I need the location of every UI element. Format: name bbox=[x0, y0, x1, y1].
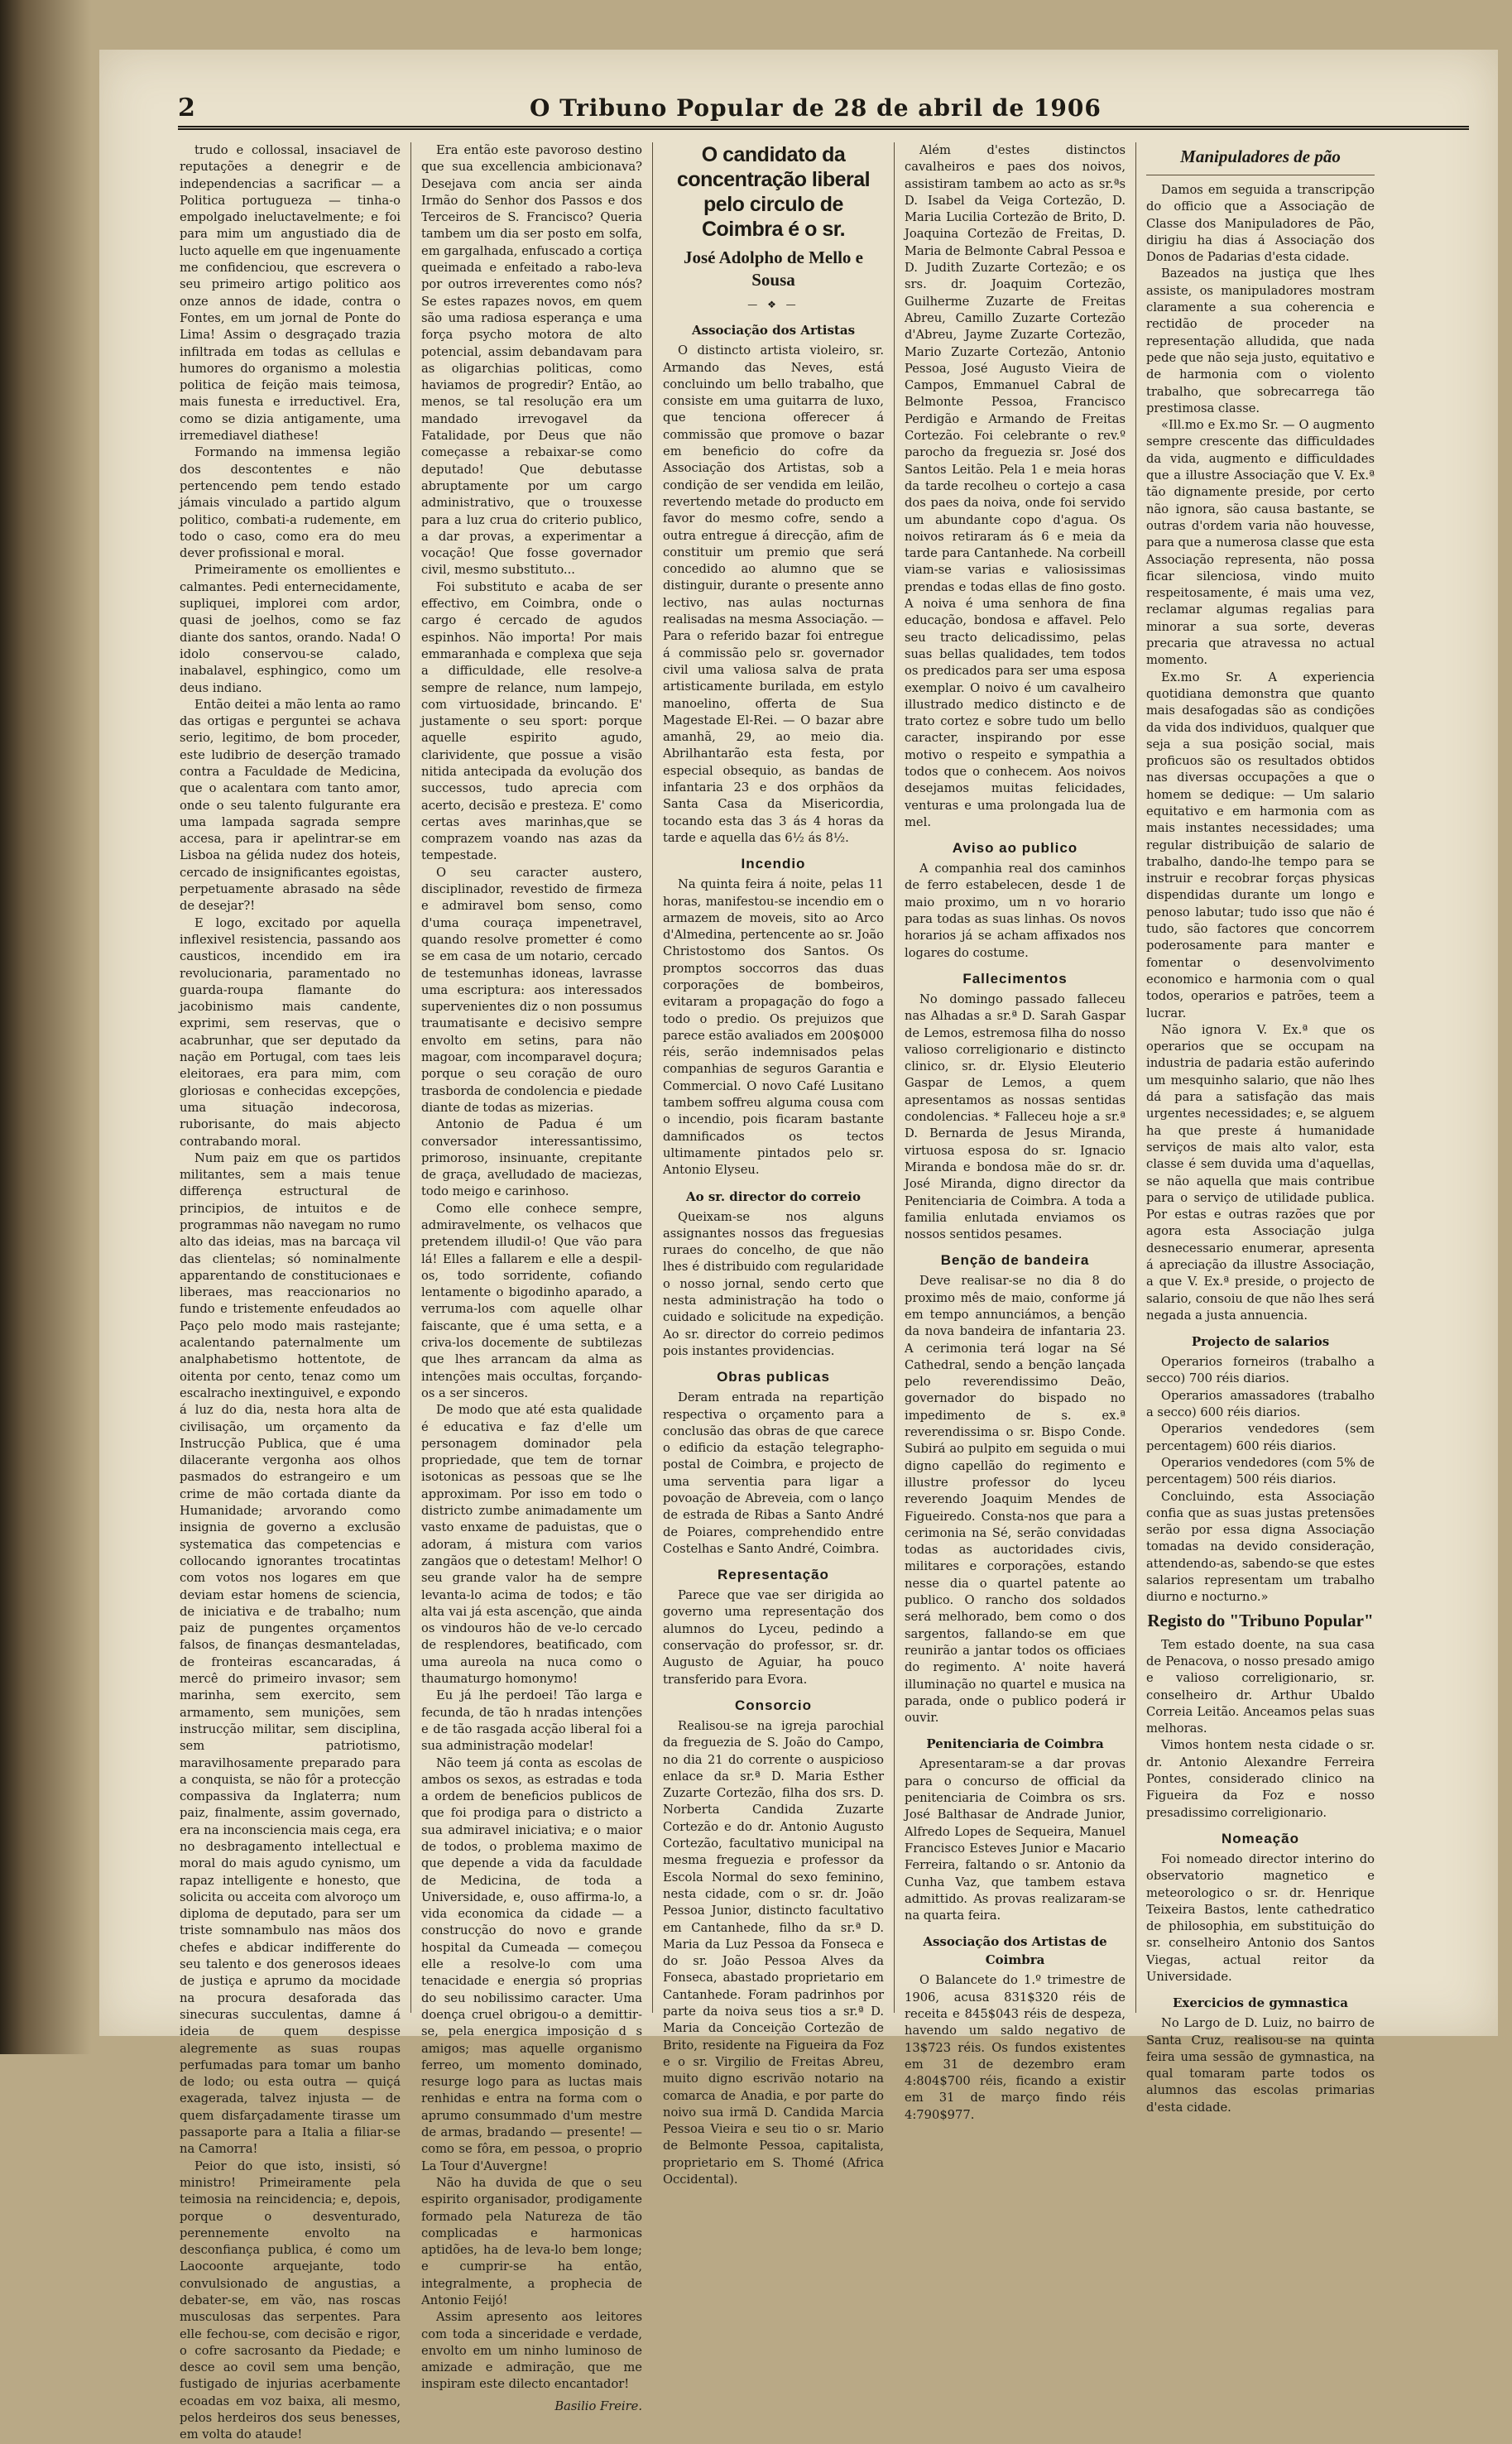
section-text: No domingo passado falleceu nas Alhadas a sr.ª D. Sarah Gaspar de Lemos, estremosa filha do nosso valioso correligionario e distincto clinico, sr. dr. Elysio Eleuterio Gaspar de Lemos, a quem apresentamos as nossas sentidas condolencias. * Falleceu hoje a sr.ª D. Bernarda de Jesus Miranda, virtuosa esposa do sr. Ignacio Miranda e bondosa mãe do sr. dr. José Miranda, digno director da Penitenciaria de Coimbra. A toda a familia enlutada enviamos os nossos sentidos pesames. bbox=[905, 992, 1126, 1242]
column-1 bbox=[170, 142, 411, 2442]
paragraph: Então deitei a mão lenta ao ramo das ortigas e perguntei se achava serio, legitimo, de bom proceder, este ludibrio de deserção tramado contra a Faculdade de Medicina, que o acalentara com tanto amor, onde o seu talento fulgurante era uma lampada sagrada sempre accesa, para ir apelintrar-se em Lisboa na gélida nudez dos hoteis, cercado de insignificantes egoistas, perpetuamente abrasado na sêde de desejar?! bbox=[180, 697, 401, 914]
paragraph: Antonio de Padua é um conversador interessantissimo, primoroso, insinuante, crepitante de graça, avelludado de maciezas, todo meigo e carinhoso. bbox=[421, 1117, 642, 1199]
section-title: Fallecimentos bbox=[962, 970, 1068, 987]
section-text: A companhia real dos caminhos de ferro estabelecen, desde 1 de maio proximo, um n vo horario para todas as suas linhas. Os novos horarios já se acham affixados nos logares do costume. bbox=[905, 862, 1126, 960]
paragraph: Ex.mo Sr. A experiencia quotidiana demonstra que quanto mais desafogadas são as condições da vida dos individuos, qualquer que seja a sua posição social, mais proficuos são os resultados obtidos nas diversas occupações a que o homem se dedique: — Um salario equitativo e em harmonia com as mais instantes necessidades; uma regular distribuição de salario de trabalho, dando-lhe tempo para se instruir e recobrar forças physicas dispendidas durante um longo e penoso labutar; tudo isso que não é tudo, são factores que concorrem poderosamente para manter e fomentar o desenvolvimento economico e harmonia com o qual todos, operarios e patrões, teem a lucrar. bbox=[1146, 670, 1375, 1020]
section-title: Nomeação bbox=[1222, 1830, 1299, 1846]
section-text: Realisou-se na igreja parochial da freguezia de S. João do Campo, no dia 21 do corrente o auspicioso enlace da sr.ª D. Maria Esther Zuzarte Cortezão, filha dos srs. D. Norberta Candida Zuzarte Cortezão e do dr. Antonio Augusto Cortezão, facultativo municipal na mesma freguezia e professor da Escola Normal do sexo feminino, nesta cidade, com o sr. dr. João Pessoa Junior, distincto facultativo em Cantanhede, filho da sr.ª D. Maria da Luz Pessoa da Fonseca e do sr. João Pessoa Alves da Fonseca, abastado proprietario em Cantanhede. Foram padrinhos por parte da noiva seus tios a sr.ª D. Maria da Conceição Cortezão de Brito, residente na Figueira da Foz e o sr. Virgilio de Freitas Abreu, muito digno escrivão notario na comarca de Anadia, e por parte do noivo sua irmã D. Candida Marcia Pessoa Vieira e seu tio o sr. Mario de Belmonte Pessoa, capitalista, proprietario em S. Thomé (Africa Occidental). bbox=[663, 1718, 884, 2187]
paragraph: «Ill.mo e Ex.mo Sr. — O augmento sempre crescente das difficuldades da vida, augmento e difficuldades que a illustre Associação que V. Ex.ª tão dignamente preside, por certo não ignora, são causa bastante, se outras d'ordem varia não houvesse, para que a numerosa classe que esta Associação representa, não possa ficar silenciosa, vindo muito respeitosamente, é mais uma vez, reclamar algumas regalias para minorar a sua sorte, deveras precaria que atravessa no actual momento. bbox=[1146, 418, 1375, 668]
paragraph: Vimos hontem nesta cidade o sr. dr. Antonio Alexandre Ferreira Pontes, considerado clinico na Figueira da Foz e nosso presadissimo correligionario. bbox=[1146, 1738, 1375, 1820]
section-title: Manipuladores de pão bbox=[1180, 146, 1341, 166]
paragraph: Bazeados na justiça que lhes assiste, os manipuladores mostram claramente a sua coherencia e rectidão de proceder na representação alludida, que nada pede que não seja justo, equitativo e de harmonia com o violento trabalho, que sobrecarrega tão prestimosa classe. bbox=[1146, 266, 1375, 415]
section-title: Benção de bandeira bbox=[940, 1252, 1090, 1269]
section-text: Queixam-se nos alguns assignantes nossos das freguesias ruraes do concelho, de que não lhes é distribuido com regularidade o nosso jornal, sendo certo que nesta administração ha todo o cuidado e solicitude na expedição. Ao sr. director do correio pedimos pois instantes providencias. bbox=[663, 1209, 884, 1358]
binding-gutter bbox=[0, 0, 99, 2054]
paragraph: O seu caracter austero, disciplinador, revestido de firmeza e admiravel bom senso, como d'uma couraça impenetravel, quando resolve prometter é como se em casa de um notario, cercado de testemunhas idoneas, lavrasse uma escriptura: aos interessados supervenientes diz o non possumus traumatisante e decisivo sempre envolto em setins, para não magoar, com incomparavel doçura; porque o seu coração de ouro trasborda de condolencia e piedade diante de todas as mizerias. bbox=[421, 865, 642, 1115]
section-title: Aviso ao publico bbox=[952, 840, 1078, 857]
paragraph: Concluindo, esta Associação confia que as suas justas pretensões serão por essa digna Associação tomadas na devido consideração, attendendo-as, sabendo-se que estes salarios representam um trabalho diurno e nocturno.» bbox=[1146, 1489, 1375, 1605]
paragraph: Era então este pavoroso destino que sua excellencia ambicionava? Desejava com ancia ser ainda Irmão do Senhor dos Passos e dos Terceiros de S. Francisco? Queria tambem um dia ser posto em solfa, em gargalhada, enfuscado a cortiça queimada e enfeitado a rabo-leva por outros irreverentes como nós? Se estes rapazes novos, em quem são uma radiosa esperança e uma força psycho motora de alto potencial, assim debandavam para as oligarchias politicas, como haviamos de progredir? Então, ao menos, se tal resolução era um mandado irrevogavel da Fatalidade, por Deus que não começasse a rebaixar-se como deputado! Que debutasse abruptamente por um cargo administrativo, que o trouxesse para a luz crua do criterio publico, a dar provas, a experimentar a vocação! Que fosse governador civil, mesmo substituto... bbox=[421, 143, 642, 578]
section-title: Associação dos Artistas de Coimbra bbox=[923, 1934, 1107, 1968]
paragraph: Foi nomeado director interino do observatorio magnetico e meteorologico o sr. dr. Henrique Teixeira Bastos, lente cathedratico de philosophia, em substituição do sr. conselheiro Antonio dos Santos Viegas, actual reitor da Universidade. bbox=[1146, 1851, 1375, 1984]
section-text: Parece que vae ser dirigida ao governo uma representação dos alumnos do Lyceu, pedindo a conservação do professor, sr. dr. Augusto de Aguiar, ha pouco transferido para Evora. bbox=[663, 1588, 884, 1687]
paragraph: Damos em seguida a transcripção do officio que a Associação de Classe dos Manipuladores de Pão, dirigiu ha dias á Associação dos Donos de Padarias d'esta cidade. bbox=[1146, 183, 1375, 265]
paragraph: Assim apresento aos leitores com toda a sinceridade e verdade, envolto em um ninho luminoso de amizade e admiração, que me inspiram este dilecto encantador! bbox=[421, 2310, 642, 2392]
paragraph: De modo que até esta qualidade é educativa e faz d'elle um personagem dominador pela propriedade, que tem de tornar isotonicas as pessoas que se lhe approximam. Por isso em todo o districto zumbe animadamente um vasto enxame de paduistas, que o adoram, á mistura com varios zangãos que o detestam! Melhor! O seu grande valor ha de sempre levanta-lo acima de todos; e tão alta vai já esta ascenção, que ainda os vindouros hão de ve-lo cercado de resplendores, beatificado, com uma aureola na nuca como o thaumaturgo homonymo! bbox=[421, 1403, 642, 1687]
page-header bbox=[178, 89, 1469, 130]
section-title: Ao sr. director do correio bbox=[685, 1188, 861, 1204]
section-text: O distincto artista violeiro, sr. Armando das Neves, está concluindo um bello trabalho, que consiste em uma guitarra de luxo, que tenciona offerecer á commissão que promove o bazar em beneficio do cofre da Associação dos Artistas, sob a condição de ser vendida em leilão, revertendo metade do producto em favor do mesmo cofre, sendo a outra entregue á direcção, afim de constituir um premio que será concedido ao alumno que se distinguir, durante o presente anno lectivo, nas aulas nocturnas realisadas na mesma Associação. — Para o referido bazar foi entregue á commissão pelo sr. governador civil uma valiosa salva de prata artisticamente burilada, em estylo manoelino, offerta de Sua Magestade El-Rei. — O bazar abre amanhã, 29, ao meio dia. Abrilhantarão esta festa, por especial obsequio, as bandas de infantaria 23 e dos orphãos da Santa Casa da Misericordia, tocando esta das 3 ás 4 horas da tarde e aquella das 6½ ás 8½. bbox=[663, 343, 884, 845]
section-title: Associação dos Artistas bbox=[691, 323, 856, 339]
column-4 bbox=[895, 142, 1136, 2122]
salary-item: Operarios forneiros (trabalho a secco) 700 réis diarios. bbox=[1146, 1355, 1375, 1386]
paragraph: Tem estado doente, na sua casa de Penacova, o nosso presado amigo e valioso correligionario, sr. conselheiro dr. Arthur Ubaldo Correia Leitão. Anceamos pelas suas melhoras. bbox=[1146, 1637, 1375, 1736]
section-text: Na quinta feira á noite, pelas 11 horas, manifestou-se incendio em o armazem de moveis, sito ao Arco d'Almedina, pertencente ao sr. João Christostomo dos Santos. Os promptos soccorros das duas corporações de bombeiros, evitaram a propagação do fogo a todo o predio. Os prejuizos que parece estão avaliados em 200$000 réis, serão indemnisados pelas companhias de seguros Garantia e Commercial. O novo Café Lusitano tambem soffreu alguma cousa com o incendio, pois ficaram bastante damnificados os tectos ultimamente pintados pelo sr. Antonio Elyseu. bbox=[663, 877, 884, 1178]
column-5 bbox=[1136, 142, 1385, 2115]
columns bbox=[170, 142, 1473, 2442]
column-2 bbox=[411, 142, 653, 2413]
salary-item: Operarios amassadores (trabalho a secco) 600 réis diarios. bbox=[1146, 1388, 1375, 1420]
newspaper-page bbox=[99, 50, 1498, 2442]
section-text: Deram entrada na repartição respectiva o orçamento para a conclusão das obras de que carece o edificio da estação telegrapho-postal de Coimbra, e projecto de uma serventia para ligar a povoação de Abreveia, com o lanço de estrada de Ribas a Santo André de Poiares, comprehendido entre Costelhas e Santo André, Coimbra. bbox=[663, 1390, 884, 1556]
paragraph: trudo e collossal, insaciavel de reputações a denegrir e de independencias a sacrificar — a Politica portugueza — tinha-o empolgado ineluctavelmente; e foi para mim um angustiado dia de lucto aquelle em que ingenuamente me confidenciou, que escrevera o seu primeiro artigo politico aos onze annos de idade, contra o Fontes, em um jornal de Ponte do Lima! Assim o desgraçado trazia infiltrada em todas as cellulas e humores do organismo a molestia politica de feição mais teimosa, mais funesta e irreductivel. Era, como se dizia antigamente, uma irremediavel diathese! bbox=[180, 143, 401, 444]
salary-item: Operarios vendedores (sem percentagem) 600 réis diarios. bbox=[1146, 1422, 1375, 1453]
headline-name: José Adolpho de Mello e Sousa bbox=[683, 247, 863, 290]
headline: O candidato da concentração liberal pelo circulo de Coimbra é o sr. bbox=[676, 143, 871, 241]
section-title: Obras publicas bbox=[717, 1369, 830, 1385]
signature: Basilio Freire. bbox=[554, 2398, 642, 2413]
column-3 bbox=[653, 142, 895, 2187]
section-title: Incendio bbox=[741, 856, 806, 872]
section-title: Consorcio bbox=[734, 1697, 813, 1713]
section-title: Penitenciaria de Coimbra bbox=[926, 1736, 1104, 1752]
section-text: Apresentaram-se a dar provas para o concurso de official da penitenciaria de Coimbra os srs. José Balthasar de Andrade Junior, Alfredo Lopes de Sequeira, Manuel Francisco Esteves Junior e Macario Ferreira, faltando o sr. Antonio da Cunha Vaz, que tambem estava admittido. As provas realizaram-se na quarta feira. bbox=[905, 1757, 1126, 1923]
paragraph: E logo, excitado por aquella inflexivel resistencia, passando aos causticos, incendido em ira revolucionaria, paramentado no guarda-roupa flamante do jacobinismo mais candente, exprimi, sem reservas, que o acabrunhar, que ser deputado da nação em Portugal, com taes leis eleitoraes, era para mim, com gloriosas e conhecidas excepções, uma situação indecorosa, ruborisante, do mais abjecto contrabando moral. bbox=[180, 915, 401, 1149]
paragraph: Primeiramente os emollientes e calmantes. Pedi enternecidamente, supliquei, implorei com ardor, quasi de joelhos, como se faz diante dos santos, orando. Nada! O idolo conservou-se calado, inabalavel, esphingico, como um deus indiano. bbox=[180, 563, 401, 695]
section-title: Registo do "Tribuno Popular" bbox=[1147, 1610, 1374, 1630]
paragraph: Foi substituto e acaba de ser effectivo, em Coimbra, onde o cargo é cercado de agudos espinhos. Não importa! Por mais emmaranhada e complexa que seja a difficuldade, elle resolve-a sempre de relance, num lampejo, com virtuosidade, brincando. E' justamente o seu sport: porque aquelle espirito agudo, clarividente, que possue a visão nitida antecipada da evolução dos successos, tudo aprecia com acerto, decisão e presteza. E' como certas aves marinhas,que se comprazem voando nas azas da tempestade. bbox=[421, 579, 642, 863]
paragraph: Formando na immensa legião dos descontentes e não pertencendo pem tendo estado jámais vinculado a partido algum politico, combati-a rudemente, em todo o caso, como era do meu dever profissional e moral. bbox=[180, 445, 401, 561]
salary-item: Operarios vendedores (com 5% de percentagem) 500 réis diarios. bbox=[1146, 1455, 1375, 1487]
paragraph: Não ignora V. Ex.ª que os operarios que se occupam na industria de padaria estão auferindo um mesquinho salario, que não lhes dá para a satisfação das mais urgentes necessidades; e, se alguem ha que preste á humanidade serviços de mais alto valor, esta classe é sem duvida uma d'aquellas, se não aquella que mais contribue para o serviço de utilidade publica. Por estas e outras razões que por agora esta Associação julga desnecessario enumerar, apresenta á apreciação da illustre Associação, a que V. Ex.ª preside, o projecto de salario, consoiu de que não lhes será negada a justa annuencia. bbox=[1146, 1022, 1375, 1323]
page-number: 2 bbox=[178, 93, 195, 122]
paragraph: Num paiz em que os partidos militantes, sem a mais tenue differença estructural de principios, de intuitos e de programmas não navegam no rumo alto das ideias, mas na barcaça vil das clientelas; só nominalmente apparentando de constitucionaes e liberaes, mas reaccionarios no fundo e tristemente enfeudados ao Paço pelo modo mais rastejante; acalentando paternalmente um analphabetismo hottentote, de oitenta por cento, tenaz como um escalracho inextinguivel, e expondo á luz do dia, nesta hora alta de civilisação, um orçamento da Instrucção Publica, que é uma dilacerante vergonha aos olhos pasmados do estrangeiro e um crime de mão cortada diante da Humanidade; arvorando como insignia de governo a exclusão systematica das competencias e collocando ignorantes trocatintas com votos nos logares em que deviam estar homens de sciencia, de iniciativa e de trabalho; num paiz de pungentes orçamentos falsos, de finanças desmanteladas, de fronteiras escancaradas, á mercê do primeiro invasor; sem marinha, sem exercito, sem armamento, sem munições, sem instrucção militar, sem disciplina, sem patriotismo, maravilhosamente preparado para a conquista, se não fôr a protecção compassiva da Inglaterra; num paiz, finalmente, assim governado, era na inconsciencia mais cega, era no desbragamento intellectual e moral do mais agudo cynismo, um rapaz intelligente e honesto, que solicita ou acceita com alvoroço um diploma de deputado, para ser um triste somnambulo nas mãos dos chefes e abdicar indifferente do seu talento e dos generosos ideaes de justiça e aprumo da mocidade na procura desaforada das sinecuras succulentas, damne á ideia de quem despisse alegremente as suas roupas perfumadas para tomar um banho de lodo; ou esta outra — quiçá exagerada, talvez injusta — de quem disfarçadamente tirasse um passaporte para a Italia a filiar-se na Camorra! bbox=[180, 1150, 401, 2157]
section-title: Representação bbox=[718, 1567, 829, 1583]
paragraph: Como elle conhece sempre, admiravelmente, os velhacos que pretendem illudil-o! Que vão para lá! Elles a fallarem e elle a despil-os, todo sorridente, cofiando lentamente o bigodinho aparado, a verruma-los com aquelle olhar faiscante, que é uma setta, e a criva-los docemente de subtilezas que lhes arrancam da alma as intenções mais occultas, forçando-os a ser sinceros. bbox=[421, 1201, 642, 1400]
section-text: O Balancete do 1.º trimestre de 1906, acusa 831$320 réis de receita e 845$043 réis de despeza, havendo um saldo negativo de 13$723 réis. Os fundos existentes em 31 de dezembro eram 4:804$700 réis, ficando a existir em 31 de março findo réis 4:790$977. bbox=[905, 1973, 1126, 2122]
paragraph: Não ha duvida de que o seu espirito organisador, prodigamente formado pela Natureza de tão complicadas e harmonicas aptidões, ha de leva-lo bem longe; e cumprir-se ha então, integralmente, a prophecia de Antonio Feijó! bbox=[421, 2175, 642, 2307]
ornament: — ❖ — bbox=[747, 299, 799, 310]
newspaper-title: O Tribuno Popular de 28 de abril de 1906 bbox=[530, 94, 1102, 122]
section-title: Projecto de salarios bbox=[1191, 1334, 1330, 1350]
paragraph: Além d'estes distinctos cavalheiros e paes dos noivos, assistiram tambem ao acto as sr.ªs D. Isabel da Veiga Cortezão, D. Maria Lucilia Cortezão de Brito, D. Joaquina Cortezão de Freitas, D. Maria de Belmonte Cabral Pessoa e D. Judith Zuzarte Cortezão; e os srs. dr. Joaquim Cortezão, Guilherme Zuzarte de Freitas Abreu, Camillo Zuzarte Cortezão d'Abreu, Jayme Zuzarte Cortezão, Mario Zuzarte Cortezão, Antonio Pessoa, José Augusto Vieira de Campos, Emmanuel Cabral de Belmonte Pessoa, Francisco Perdigão e Armando de Freitas Cortezão. Foi celebrante o rev.º parocho da freguezia sr. José dos Santos Leitão. Pela 1 e meia horas da tarde recolheu o cortejo a casa dos paes da noiva, onde foi servido um abundante copo d'agua. Os noivos retiraram ás 6 e meia da tarde para Cantanhede. Na corbeill viam-se varias e valiosissimas prendas e todas ellas de fino gosto. A noiva é uma senhora de fina educação, bondosa e affavel. Pelo seu tracto delicadissimo, pelas suas bellas qualidades, tem todos os predicados para ser uma esposa exemplar. O noivo é um cavalheiro illustrado medico distincto e de trato cortez e sobre tudo um bello caracter, inspirando por esse motivo o respeito e sympathia a todos que o conhecem. Aos noivos desejamos muitas felicidades, venturas e uma prolongada lua de mel. bbox=[905, 143, 1126, 829]
paragraph: No Largo de D. Luiz, no bairro de Santa Cruz, realisou-se na quinta feira uma sessão de gymnastica, na qual tomaram parte todos os alumnos das escolas primarias d'esta cidade. bbox=[1146, 2016, 1375, 2115]
section-text: Deve realisar-se no dia 8 do proximo mês de maio, conforme já em tempo annunciámos, a benção da nova bandeira de infantaria 23. A cerimonia terá logar na Sé Cathedral, sendo a benção lançada pelo reverendissimo Deão, governador do bispado no impedimento de s. ex.ª reverendissima o sr. Bispo Conde. Subirá ao pulpito em seguida o mui digno capellão do regimento e illustre professor do lyceu reverendo Joaquim Mendes de Figueiredo. Consta-nos que para a cerimonia na Sé, serão convidadas todas as auctoridades civis, militares e corporações, estando nesse dia o quartel patente ao publico. O rancho dos soldados será melhorado, bem como o dos sargentos, fallando-se em que reunirão a jantar todos os officiaes do regimento. A' noite haverá illuminação no quartel e musica na parada, onde o publico poderá ir ouvir. bbox=[905, 1274, 1126, 1726]
paragraph: Não teem já conta as escolas de ambos os sexos, as estradas e toda a ordem de beneficios publicos de que foi prodiga para o districto a sua admiravel iniciativa; e o maior de todos, o problema maximo de que depende a vida da faculdade de Medicina, de toda a Universidade, e, ouso affirma-lo, a vida economica da cidade — a construcção do novo e grande hospital da Cumeada — começou elle a resolve-lo com uma tenacidade e energia só proprias do seu nobilissimo caracter. Uma doença cruel obrigou-o a demittir-se, pela energica imposição d s amigos; mas aquelle organismo ferreo, um momento dominado, resurge logo para as luctas mais renhidas e entra na forma com o aprumo consummado d'um mestre de armas, bradando — presente! — como se fôra, em pessoa, o proprio La Tour d'Auvergne! bbox=[421, 1755, 642, 2173]
section-title: Exercicios de gymnastica bbox=[1172, 1995, 1349, 2011]
paragraph: Peior do que isto, insisti, só ministro! Primeiramente pela teimosia na reincidencia; e, depois, porque o desventurado, perennemente envolto na desconfiança publica, é como um Laocoonte arquejante, todo convulsionado de angustias, a debater-se, em vão, nas roscas musculosas das serpentes. Para elle fechou-se, com decisão e rigor, o cofre sacrosanto da Piedade; e desce ao covil sem uma benção, fustigado de injurias acerbamente ecoadas em voz baixa, ali mesmo, pelos herdeiros dos seus benesses, em volta do ataude! bbox=[180, 2158, 401, 2442]
paragraph: Eu já lhe perdoei! Tão larga e fecunda, de tão h nradas intenções e de tão rasgada acção liberal foi a sua administração modelar! bbox=[421, 1688, 642, 1754]
